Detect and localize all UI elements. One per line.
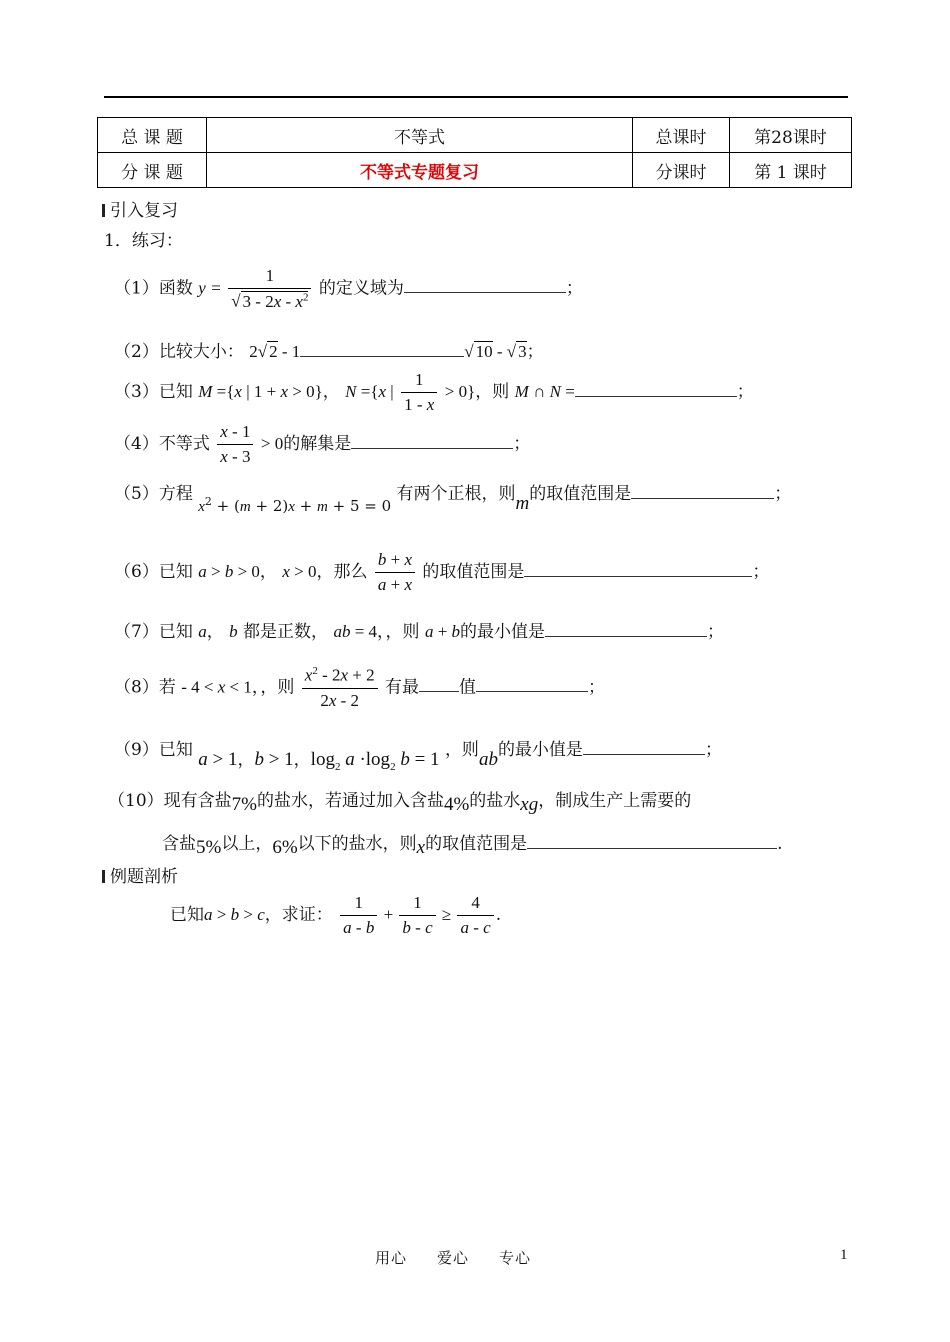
answer-blank-7[interactable] (545, 622, 707, 637)
answer-blank-5[interactable] (631, 484, 774, 499)
exercise-4: （4）不等式 $\frac{x - 1}{x - 3}$ > 0的解集是 ； (114, 422, 531, 466)
exercise-5: （5）方程 $x^2 + (m + 2)x + m + 5 = 0$ 有两个正根，则m的取值范围是 ； (114, 484, 792, 515)
answer-blank-2[interactable] (300, 342, 464, 357)
exercise-8: （8）若 - 4 < x < 1，，则 $\frac{x^2 - 2x + 2}{2x - 2}$ 有最 值 ； (114, 665, 606, 710)
exercise-9: （9）已知 a > 1，b > 1，$\log_2 a \cdot\log_2$ b = 1 ，则ab的最小值是 ； (114, 740, 722, 773)
total-topic-label: 总 课 题 (98, 118, 207, 153)
example-fraction-3: $\frac{4}{a - c}$ (457, 893, 493, 938)
top-rule (104, 96, 848, 98)
example-fraction-1: $\frac{1}{a - b}$ (340, 893, 377, 938)
exercise-8-fraction: $\frac{x^2 - 2x + 2}{2x - 2}$ (302, 665, 378, 711)
section-marker (102, 204, 105, 217)
section-marker (102, 870, 105, 883)
exercise-6: （6）已知 a > b > 0， x > 0，那么 $\frac{b + x}{a + x}$ 的取值范围是 ； (114, 550, 770, 594)
exercise-9-condition: a > 1，b > 1，$\log_2 a \cdot\log_2$ b = 1 (198, 749, 440, 773)
answer-blank-8a[interactable] (419, 677, 459, 692)
section-examples-heading: 例题剖析 (102, 862, 178, 887)
answer-blank-4[interactable] (351, 434, 513, 449)
exercise-10-line-2: 含盐5%以上，6%以下的盐水，则x的取值范围是 . (162, 834, 783, 858)
answer-blank-6[interactable] (524, 562, 752, 577)
header-table (97, 117, 852, 188)
exercise-1: （1）函数 y = $\frac{1}{√ 3 - 2x - x^2}$ 的定义域为 ； (114, 266, 583, 311)
answer-blank-1[interactable] (404, 278, 566, 293)
example-1: 已知a > b > c，求证： $\frac{1}{a - b}$ + $\frac{1}{b - c}$ ≥ $\frac{4}{a - c}$ . (170, 893, 502, 937)
answer-blank-8b[interactable] (476, 677, 588, 692)
exercise-4-fraction: $\frac{x - 1}{x - 3}$ (217, 422, 253, 467)
section-review-heading: 引入复习 (102, 196, 178, 221)
total-period-value: 第28课时 (730, 118, 852, 153)
answer-blank-3[interactable] (575, 382, 737, 397)
answer-blank-10[interactable] (527, 834, 777, 849)
header-row-sub (98, 153, 852, 188)
total-topic-title: 不等式 (207, 118, 633, 153)
exercise-5-equation: $x^2 + (m + 2)x + m + 5 = 0$ (198, 495, 392, 515)
sub-topic-label: 分 课 题 (98, 153, 207, 188)
sub-topic-title: 不等式专题复习 (207, 153, 633, 188)
exercise-6-fraction: $\frac{b + x}{a + x}$ (375, 550, 415, 595)
sub-period-value: 第 1 课时 (730, 153, 852, 188)
exercise-7: （7）已知 a， b 都是正数， ab = 4，，则 a + b的最小值是 ； (114, 622, 725, 642)
practice-subheading: 1．练习： (104, 231, 183, 251)
answer-blank-9[interactable] (583, 740, 705, 755)
header-row-total (98, 118, 852, 153)
exercise-3: （3）已知 M ={x | 1 + x > 0}， N ={x | $\frac{1}{1 - x}$ > 0}，则 M ∩ N = ； (114, 370, 754, 414)
total-period-label: 总课时 (633, 118, 730, 153)
exercise-1-formula: $\frac{1}{√ 3 - 2x - x^2}$ (228, 266, 311, 312)
page-number: 1 (840, 1247, 848, 1263)
footer-motto: 用心 爱心 专心 (375, 1249, 532, 1267)
exercise-10-line-1: （10）现有含盐7%的盐水，若通过加入含盐4%的盐水xg，制成生产上需要的 (108, 791, 692, 815)
sub-period-label: 分课时 (633, 153, 730, 188)
exercise-2: （2）比较大小： 2√ 2 - 1 √ 10 - √ 3； (114, 342, 544, 362)
exercise-3-fraction: $\frac{1}{1 - x}$ (401, 370, 437, 415)
example-fraction-2: $\frac{1}{b - c}$ (399, 893, 435, 938)
